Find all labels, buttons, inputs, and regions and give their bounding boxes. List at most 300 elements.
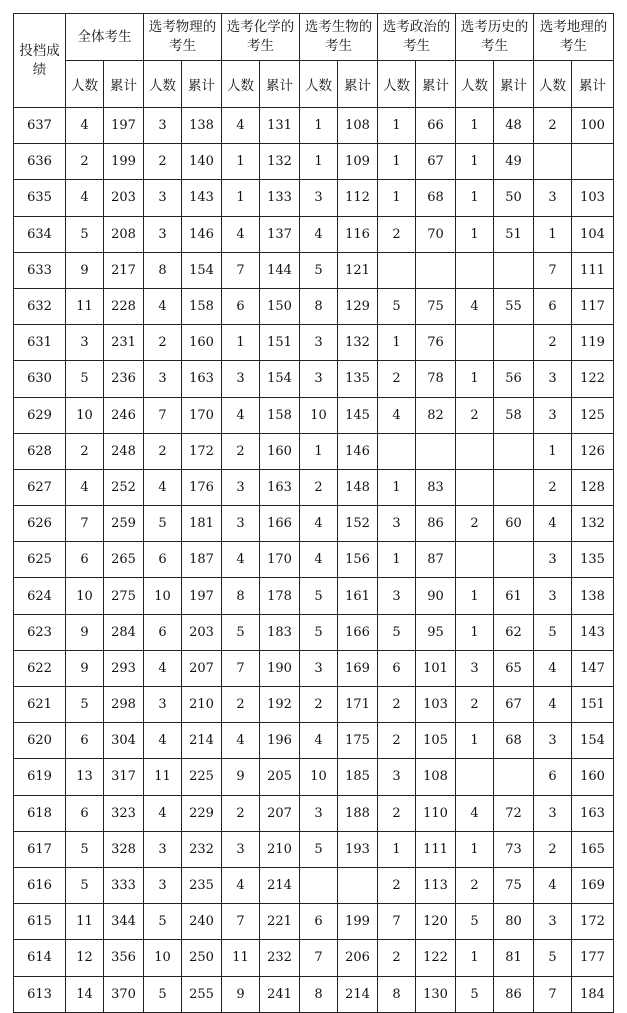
count-cell: 2 (534, 831, 572, 867)
count-cell: 7 (378, 904, 416, 940)
cumulative-cell: 293 (104, 650, 144, 686)
cumulative-cell: 76 (416, 325, 456, 361)
count-cell: 9 (66, 650, 104, 686)
cumulative-cell: 240 (182, 904, 222, 940)
header-count: 人数 (300, 61, 338, 108)
count-cell: 4 (300, 216, 338, 252)
cumulative-cell: 82 (416, 397, 456, 433)
cumulative-cell: 154 (260, 361, 300, 397)
table-row (14, 795, 614, 831)
count-cell: 3 (144, 180, 182, 216)
table-row (14, 397, 614, 433)
score-cell: 623 (14, 614, 66, 650)
cumulative-cell (416, 252, 456, 288)
count-cell (378, 433, 416, 469)
table-row (14, 288, 614, 324)
count-cell: 3 (222, 831, 260, 867)
count-cell: 4 (144, 650, 182, 686)
cumulative-cell: 60 (494, 506, 534, 542)
cumulative-cell: 225 (182, 759, 222, 795)
count-cell: 10 (300, 397, 338, 433)
count-cell: 2 (378, 723, 416, 759)
count-cell: 2 (378, 867, 416, 903)
cumulative-cell: 145 (338, 397, 378, 433)
cumulative-cell: 103 (416, 687, 456, 723)
count-cell: 6 (534, 759, 572, 795)
cumulative-cell: 356 (104, 940, 144, 976)
count-cell: 10 (144, 578, 182, 614)
cumulative-cell: 78 (416, 361, 456, 397)
cumulative-cell: 144 (260, 252, 300, 288)
score-cell: 616 (14, 867, 66, 903)
count-cell: 5 (66, 831, 104, 867)
score-cell: 624 (14, 578, 66, 614)
cumulative-cell (494, 469, 534, 505)
cumulative-cell (494, 759, 534, 795)
cumulative-cell: 49 (494, 144, 534, 180)
cumulative-cell: 176 (182, 469, 222, 505)
count-cell: 5 (66, 867, 104, 903)
count-cell (534, 144, 572, 180)
table-row (14, 687, 614, 723)
cumulative-cell: 86 (494, 976, 534, 1012)
count-cell: 1 (378, 144, 416, 180)
cumulative-cell: 65 (494, 650, 534, 686)
cumulative-cell: 161 (338, 578, 378, 614)
count-cell: 2 (456, 867, 494, 903)
count-cell: 10 (66, 578, 104, 614)
count-cell: 7 (222, 904, 260, 940)
count-cell: 5 (300, 614, 338, 650)
count-cell: 7 (534, 976, 572, 1012)
count-cell: 1 (456, 940, 494, 976)
cumulative-cell: 214 (338, 976, 378, 1012)
cumulative-cell: 210 (260, 831, 300, 867)
count-cell: 5 (456, 904, 494, 940)
count-cell: 5 (534, 940, 572, 976)
cumulative-cell: 132 (338, 325, 378, 361)
header-group-politics: 选考政治的考生 (378, 14, 456, 61)
table-row (14, 976, 614, 1012)
count-cell: 13 (66, 759, 104, 795)
score-cell: 635 (14, 180, 66, 216)
cumulative-cell: 138 (182, 108, 222, 144)
score-cell: 632 (14, 288, 66, 324)
score-cell: 634 (14, 216, 66, 252)
count-cell: 1 (456, 216, 494, 252)
cumulative-cell (338, 867, 378, 903)
count-cell: 1 (222, 325, 260, 361)
header-group-chemistry: 选考化学的考生 (222, 14, 300, 61)
table-row (14, 144, 614, 180)
count-cell: 5 (300, 578, 338, 614)
cumulative-cell: 178 (260, 578, 300, 614)
score-cell: 631 (14, 325, 66, 361)
cumulative-cell (494, 542, 534, 578)
cumulative-cell: 101 (416, 650, 456, 686)
cumulative-cell (572, 144, 614, 180)
count-cell: 1 (300, 144, 338, 180)
cumulative-cell: 73 (494, 831, 534, 867)
count-cell: 2 (378, 940, 416, 976)
count-cell: 1 (456, 723, 494, 759)
count-cell: 2 (222, 433, 260, 469)
count-cell: 3 (144, 108, 182, 144)
cumulative-cell: 143 (182, 180, 222, 216)
cumulative-cell: 50 (494, 180, 534, 216)
header-cumulative: 累计 (416, 61, 456, 108)
cumulative-cell: 235 (182, 867, 222, 903)
count-cell: 3 (378, 578, 416, 614)
cumulative-cell: 172 (572, 904, 614, 940)
cumulative-cell: 68 (416, 180, 456, 216)
cumulative-cell: 117 (572, 288, 614, 324)
cumulative-cell: 165 (572, 831, 614, 867)
count-cell: 4 (300, 542, 338, 578)
count-cell: 1 (300, 433, 338, 469)
count-cell: 4 (456, 288, 494, 324)
count-cell: 1 (378, 325, 416, 361)
cumulative-cell: 197 (104, 108, 144, 144)
cumulative-cell: 90 (416, 578, 456, 614)
score-cell: 637 (14, 108, 66, 144)
header-count: 人数 (534, 61, 572, 108)
count-cell: 5 (66, 687, 104, 723)
cumulative-cell: 228 (104, 288, 144, 324)
score-cell: 626 (14, 506, 66, 542)
cumulative-cell: 192 (260, 687, 300, 723)
cumulative-cell: 67 (494, 687, 534, 723)
count-cell: 2 (456, 687, 494, 723)
cumulative-cell: 158 (260, 397, 300, 433)
cumulative-cell: 122 (572, 361, 614, 397)
cumulative-cell: 323 (104, 795, 144, 831)
count-cell: 4 (378, 397, 416, 433)
count-cell (378, 252, 416, 288)
count-cell: 6 (144, 542, 182, 578)
count-cell: 7 (66, 506, 104, 542)
count-cell: 3 (534, 578, 572, 614)
count-cell: 1 (456, 831, 494, 867)
cumulative-cell: 62 (494, 614, 534, 650)
cumulative-cell: 116 (338, 216, 378, 252)
cumulative-cell: 156 (338, 542, 378, 578)
cumulative-cell: 109 (338, 144, 378, 180)
table-row (14, 723, 614, 759)
count-cell: 4 (66, 108, 104, 144)
count-cell: 6 (66, 795, 104, 831)
cumulative-cell: 199 (104, 144, 144, 180)
header-count: 人数 (456, 61, 494, 108)
count-cell: 6 (66, 542, 104, 578)
count-cell: 10 (66, 397, 104, 433)
count-cell: 2 (378, 216, 416, 252)
cumulative-cell: 185 (338, 759, 378, 795)
count-cell: 2 (534, 469, 572, 505)
cumulative-cell: 275 (104, 578, 144, 614)
header-cumulative: 累计 (572, 61, 614, 108)
score-cell: 618 (14, 795, 66, 831)
score-cell: 625 (14, 542, 66, 578)
count-cell: 2 (144, 144, 182, 180)
count-cell: 11 (66, 288, 104, 324)
count-cell: 5 (144, 976, 182, 1012)
cumulative-cell: 151 (572, 687, 614, 723)
cumulative-cell: 86 (416, 506, 456, 542)
cumulative-cell: 304 (104, 723, 144, 759)
header-group-all: 全体考生 (66, 14, 144, 61)
header-group-physics: 选考物理的考生 (144, 14, 222, 61)
count-cell: 4 (222, 216, 260, 252)
table-row (14, 614, 614, 650)
cumulative-cell: 199 (338, 904, 378, 940)
cumulative-cell: 128 (572, 469, 614, 505)
count-cell: 6 (534, 288, 572, 324)
count-cell: 5 (378, 288, 416, 324)
cumulative-cell: 137 (260, 216, 300, 252)
count-cell: 8 (222, 578, 260, 614)
count-cell: 1 (378, 469, 416, 505)
cumulative-cell: 248 (104, 433, 144, 469)
cumulative-cell: 172 (182, 433, 222, 469)
count-cell: 3 (300, 650, 338, 686)
count-cell: 2 (144, 433, 182, 469)
score-cell: 617 (14, 831, 66, 867)
count-cell: 3 (534, 795, 572, 831)
cumulative-cell: 100 (572, 108, 614, 144)
count-cell: 2 (378, 361, 416, 397)
cumulative-cell: 55 (494, 288, 534, 324)
count-cell: 6 (144, 614, 182, 650)
cumulative-cell: 169 (338, 650, 378, 686)
count-cell: 3 (66, 325, 104, 361)
count-cell: 3 (300, 325, 338, 361)
table-body (14, 108, 614, 1013)
count-cell: 1 (534, 216, 572, 252)
count-cell: 2 (456, 506, 494, 542)
cumulative-cell: 171 (338, 687, 378, 723)
count-cell: 2 (456, 397, 494, 433)
count-cell: 5 (378, 614, 416, 650)
cumulative-cell: 170 (182, 397, 222, 433)
table-row (14, 506, 614, 542)
count-cell: 7 (222, 252, 260, 288)
cumulative-cell: 121 (338, 252, 378, 288)
cumulative-cell: 143 (572, 614, 614, 650)
cumulative-cell: 104 (572, 216, 614, 252)
count-cell: 7 (300, 940, 338, 976)
count-cell: 2 (534, 325, 572, 361)
count-cell: 1 (222, 144, 260, 180)
cumulative-cell: 241 (260, 976, 300, 1012)
cumulative-cell: 129 (338, 288, 378, 324)
table-row (14, 940, 614, 976)
count-cell: 1 (222, 180, 260, 216)
cumulative-cell: 166 (338, 614, 378, 650)
table-row (14, 180, 614, 216)
cumulative-cell: 231 (104, 325, 144, 361)
table-row (14, 867, 614, 903)
table-row (14, 650, 614, 686)
header-group-geography: 选考地理的考生 (534, 14, 614, 61)
table-row (14, 108, 614, 144)
cumulative-cell: 135 (572, 542, 614, 578)
cumulative-cell: 105 (416, 723, 456, 759)
cumulative-cell: 51 (494, 216, 534, 252)
count-cell: 7 (144, 397, 182, 433)
count-cell: 8 (300, 976, 338, 1012)
cumulative-cell: 252 (104, 469, 144, 505)
count-cell: 4 (144, 469, 182, 505)
count-cell (456, 542, 494, 578)
count-cell: 1 (300, 108, 338, 144)
count-cell: 8 (144, 252, 182, 288)
count-cell: 1 (456, 144, 494, 180)
cumulative-cell: 113 (416, 867, 456, 903)
count-cell: 2 (222, 795, 260, 831)
header-count: 人数 (378, 61, 416, 108)
cumulative-cell: 120 (416, 904, 456, 940)
table-row (14, 433, 614, 469)
header-cumulative: 累计 (104, 61, 144, 108)
count-cell (456, 252, 494, 288)
count-cell: 11 (66, 904, 104, 940)
table-row (14, 578, 614, 614)
cumulative-cell: 130 (416, 976, 456, 1012)
count-cell: 4 (66, 180, 104, 216)
cumulative-cell: 58 (494, 397, 534, 433)
cumulative-cell (494, 433, 534, 469)
cumulative-cell: 111 (572, 252, 614, 288)
cumulative-cell: 184 (572, 976, 614, 1012)
header-group-history: 选考历史的考生 (456, 14, 534, 61)
count-cell: 6 (66, 723, 104, 759)
count-cell (456, 469, 494, 505)
count-cell (300, 867, 338, 903)
score-cell: 615 (14, 904, 66, 940)
cumulative-cell: 152 (338, 506, 378, 542)
count-cell: 3 (222, 361, 260, 397)
cumulative-cell: 108 (416, 759, 456, 795)
cumulative-cell: 317 (104, 759, 144, 795)
cumulative-cell: 132 (260, 144, 300, 180)
cumulative-cell: 203 (104, 180, 144, 216)
count-cell: 6 (222, 288, 260, 324)
count-cell: 3 (144, 831, 182, 867)
count-cell: 4 (66, 469, 104, 505)
cumulative-cell: 205 (260, 759, 300, 795)
cumulative-cell: 193 (338, 831, 378, 867)
cumulative-cell: 255 (182, 976, 222, 1012)
cumulative-cell: 103 (572, 180, 614, 216)
cumulative-cell: 221 (260, 904, 300, 940)
count-cell: 4 (534, 867, 572, 903)
header-count: 人数 (222, 61, 260, 108)
count-cell: 9 (222, 976, 260, 1012)
count-cell: 3 (222, 469, 260, 505)
cumulative-cell: 83 (416, 469, 456, 505)
score-cell: 629 (14, 397, 66, 433)
count-cell: 7 (222, 650, 260, 686)
table-row (14, 361, 614, 397)
cumulative-cell: 135 (338, 361, 378, 397)
count-cell: 3 (378, 506, 416, 542)
cumulative-cell: 122 (416, 940, 456, 976)
cumulative-cell: 148 (338, 469, 378, 505)
count-cell: 9 (66, 614, 104, 650)
count-cell: 12 (66, 940, 104, 976)
cumulative-cell: 370 (104, 976, 144, 1012)
count-cell: 1 (456, 180, 494, 216)
count-cell: 5 (300, 831, 338, 867)
cumulative-cell: 147 (572, 650, 614, 686)
count-cell: 4 (222, 542, 260, 578)
cumulative-cell: 108 (338, 108, 378, 144)
count-cell: 2 (66, 433, 104, 469)
cumulative-cell: 203 (182, 614, 222, 650)
count-cell: 2 (378, 795, 416, 831)
cumulative-cell: 48 (494, 108, 534, 144)
count-cell: 3 (534, 723, 572, 759)
cumulative-cell: 125 (572, 397, 614, 433)
cumulative-cell: 177 (572, 940, 614, 976)
count-cell: 7 (534, 252, 572, 288)
table-row (14, 325, 614, 361)
count-cell: 1 (456, 361, 494, 397)
header-sub-row (14, 61, 614, 108)
cumulative-cell: 158 (182, 288, 222, 324)
header-cumulative: 累计 (338, 61, 378, 108)
cumulative-cell: 80 (494, 904, 534, 940)
header-score: 投档成绩 (14, 14, 66, 108)
score-cell: 636 (14, 144, 66, 180)
count-cell: 3 (144, 216, 182, 252)
count-cell: 1 (456, 578, 494, 614)
count-cell: 2 (222, 687, 260, 723)
count-cell: 1 (456, 614, 494, 650)
cumulative-cell (494, 252, 534, 288)
cumulative-cell: 160 (572, 759, 614, 795)
count-cell: 1 (378, 831, 416, 867)
cumulative-cell: 140 (182, 144, 222, 180)
score-cell: 621 (14, 687, 66, 723)
cumulative-cell: 112 (338, 180, 378, 216)
score-cell: 613 (14, 976, 66, 1012)
count-cell: 2 (534, 108, 572, 144)
cumulative-cell: 188 (338, 795, 378, 831)
count-cell: 3 (222, 506, 260, 542)
cumulative-cell: 250 (182, 940, 222, 976)
count-cell: 4 (222, 723, 260, 759)
count-cell: 5 (144, 506, 182, 542)
cumulative-cell: 175 (338, 723, 378, 759)
cumulative-cell: 214 (260, 867, 300, 903)
count-cell: 3 (534, 904, 572, 940)
cumulative-cell: 284 (104, 614, 144, 650)
cumulative-cell: 214 (182, 723, 222, 759)
cumulative-cell: 68 (494, 723, 534, 759)
cumulative-cell: 133 (260, 180, 300, 216)
count-cell: 3 (534, 542, 572, 578)
cumulative-cell: 70 (416, 216, 456, 252)
cumulative-cell: 187 (182, 542, 222, 578)
count-cell: 3 (534, 361, 572, 397)
cumulative-cell (494, 325, 534, 361)
table-row (14, 252, 614, 288)
score-cell: 633 (14, 252, 66, 288)
cumulative-cell: 206 (338, 940, 378, 976)
count-cell: 4 (222, 867, 260, 903)
